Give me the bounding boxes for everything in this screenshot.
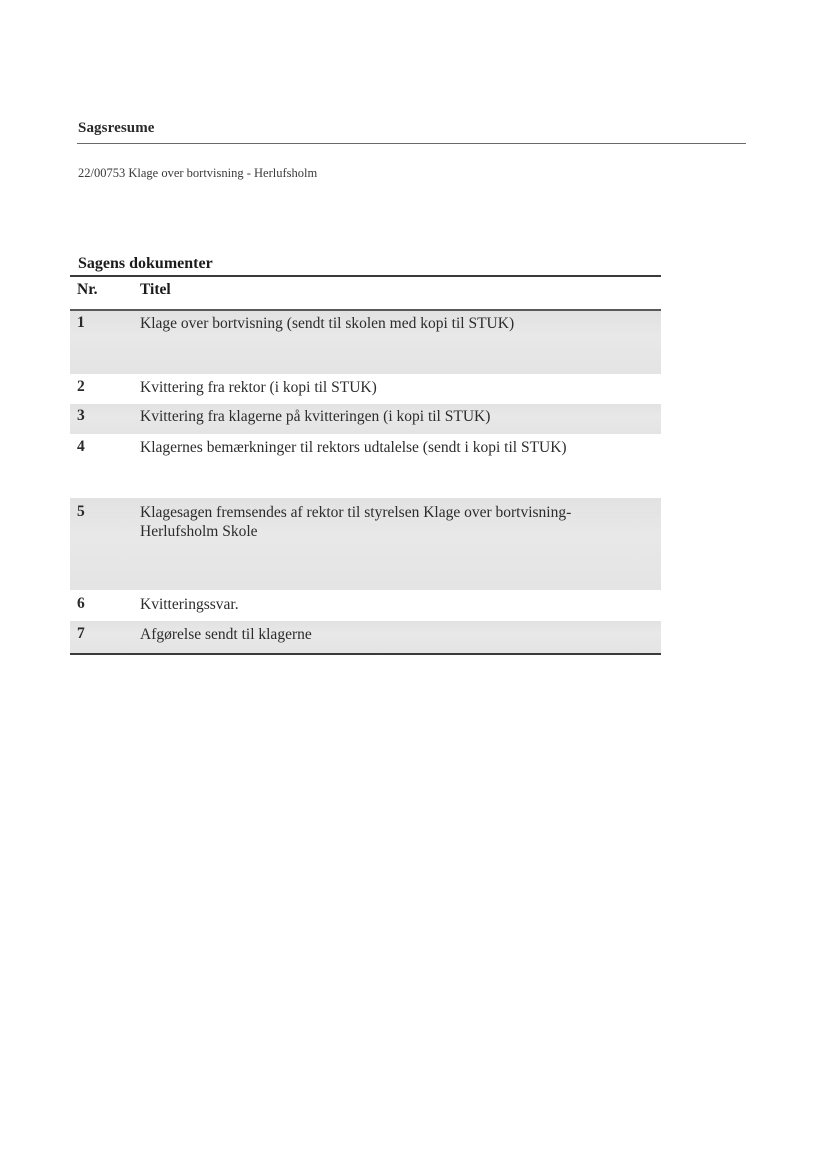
row-title: Kvittering fra klagerne på kvitteringen (i kopi til STUK) (140, 408, 491, 425)
row-title: Afgørelse sendt til klagerne (140, 626, 312, 643)
column-header-title: Titel (140, 281, 171, 298)
row-title: Klagesagen fremsendes af rektor til styrelsen Klage over bortvisning-Herlufsholm Skole (140, 504, 572, 540)
table-header-row (70, 277, 661, 311)
row-number: 2 (77, 378, 85, 395)
row-number: 3 (77, 407, 85, 424)
row-number: 4 (77, 438, 85, 455)
table-row (70, 621, 661, 653)
row-number: 1 (77, 314, 85, 331)
row-title: Klage over bortvisning (sendt til skolen med kopi til STUK) (140, 315, 515, 332)
row-title: Kvittering fra rektor (i kopi til STUK) (140, 379, 377, 396)
table-row (70, 311, 661, 374)
row-number: 7 (77, 625, 85, 642)
table-row (70, 590, 661, 621)
documents-table (70, 275, 661, 655)
table-row (70, 404, 661, 434)
case-summary-heading: Sagsresume (78, 120, 155, 136)
row-number: 5 (77, 503, 85, 520)
documents-heading: Sagens dokumenter (78, 255, 213, 272)
row-title: Klagernes bemærkninger til rektors udtalelse (sendt i kopi til STUK) (140, 439, 567, 456)
row-number: 6 (77, 595, 85, 612)
column-header-nr: Nr. (77, 281, 98, 298)
table-row (70, 374, 661, 404)
row-title: Kvitteringssvar. (140, 596, 239, 613)
table-row (70, 498, 661, 590)
heading-divider (77, 143, 746, 144)
case-summary-text: 22/00753 Klage over bortvisning - Herlufsholm (78, 166, 318, 180)
table-row (70, 434, 661, 498)
